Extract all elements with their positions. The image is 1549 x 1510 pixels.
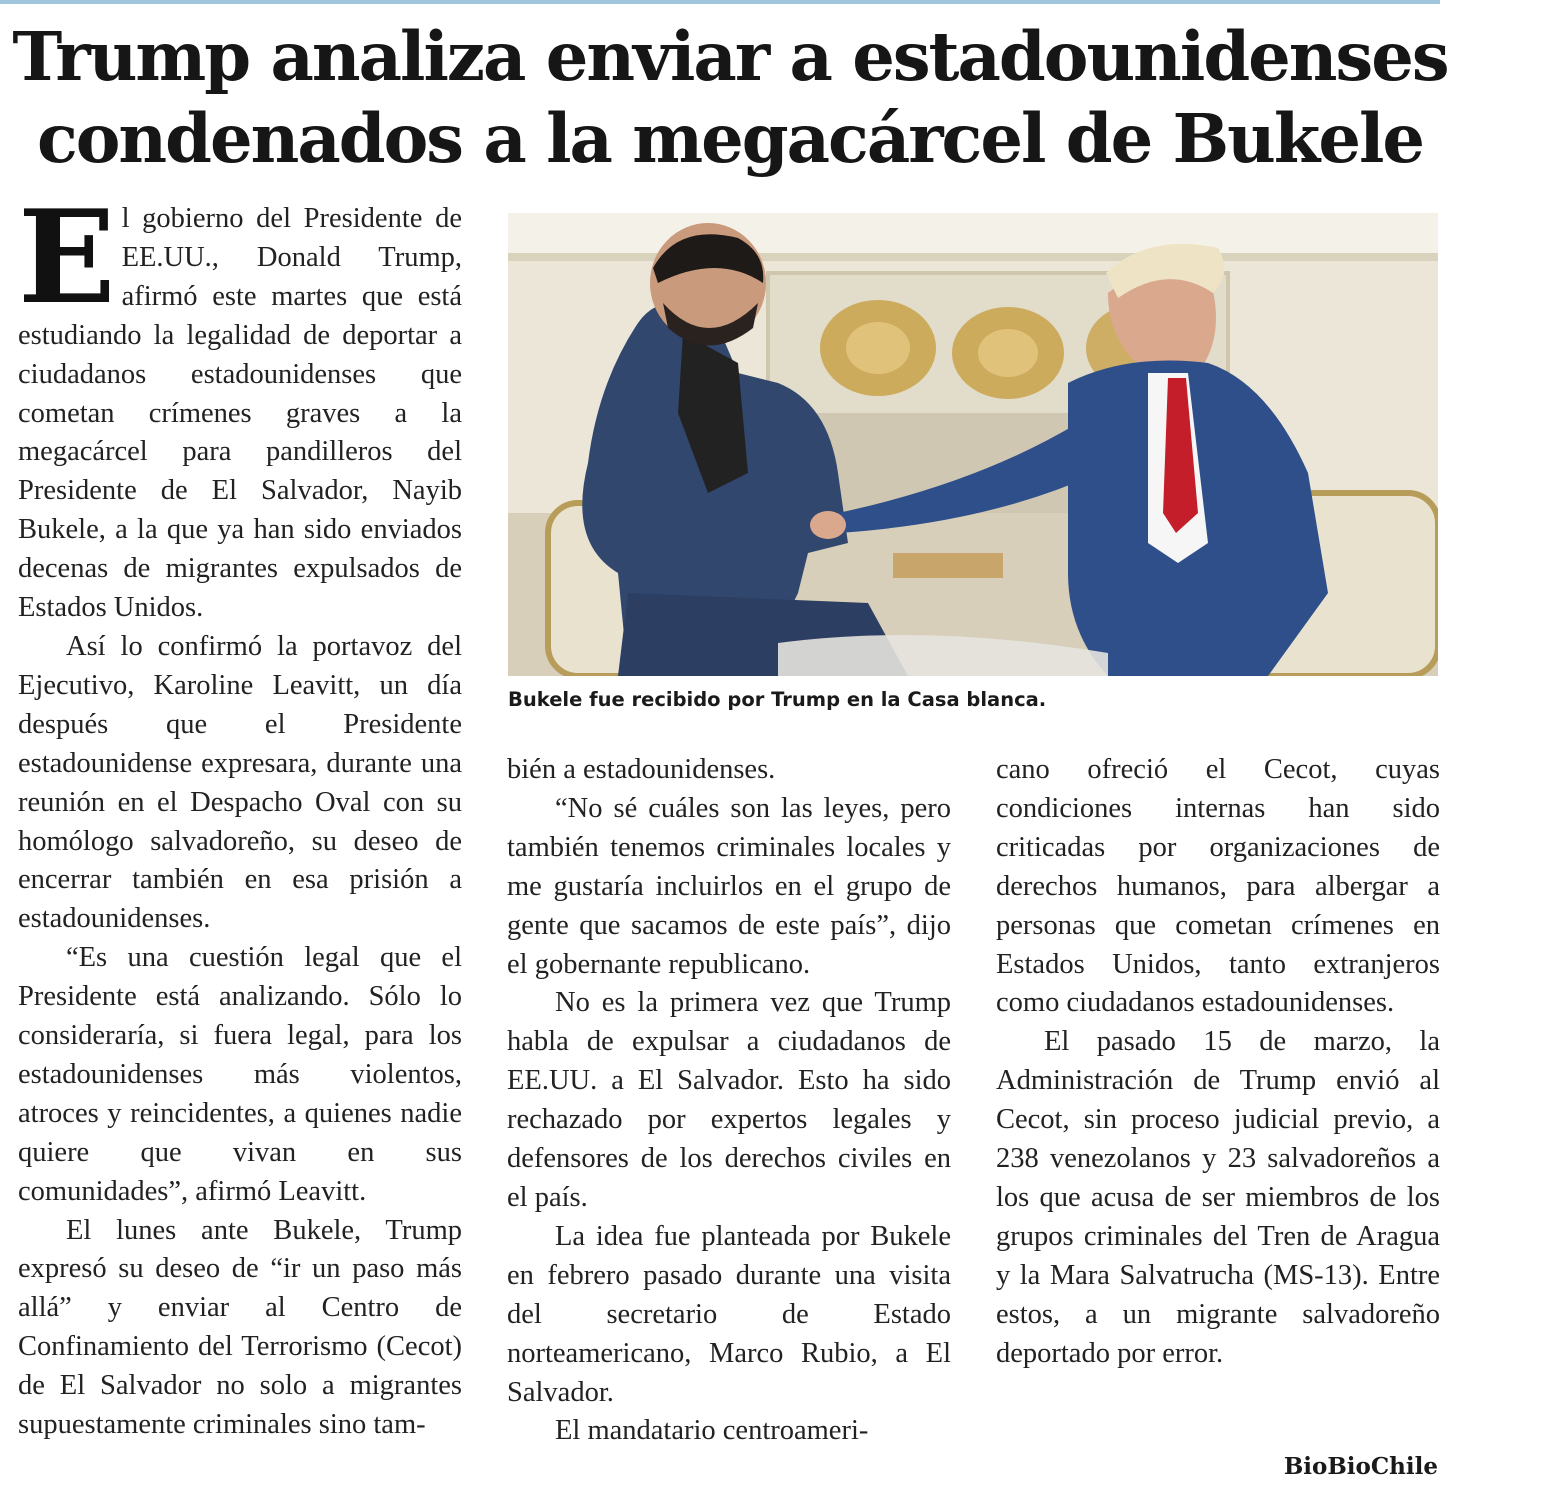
paragraph-8-start: El mandatario centroameri- bbox=[555, 1415, 869, 1447]
photo-illustration bbox=[508, 213, 1438, 676]
paragraph-4-start: El lunes ante Bukele, Trump expresó su deseo de “ir un paso más allá” y enviar al Centro de Confinamiento del Terrorismo (Cecot) de El Salvador no solo a migrantes supuestamente criminales sino tam- bbox=[18, 1214, 462, 1441]
top-rule bbox=[0, 0, 1440, 4]
column-2 bbox=[507, 751, 951, 1451]
article-photo bbox=[508, 213, 1438, 676]
paragraph-5: “No sé cuáles son las leyes, pero también tenemos criminales locales y me gustaría incluirlos en el grupo de gente que sacamos de este país”, dijo el gobernante republicano. bbox=[507, 792, 951, 980]
paragraph-8-end: cano ofreció el Cecot, cuyas condiciones internas han sido criticadas por organizaciones de derechos humanos, para albergar a personas que cometan crímenes en Estados Unidos, tanto extranjeros como ciudadanos estadounidenses. bbox=[996, 754, 1440, 1019]
paragraph-9: El pasado 15 de marzo, la Administración de Trump envió al Cecot, sin proceso judicial previo, a 238 venezolanos y 23 salvadoreños a los que acusa de ser miembros de los grupos criminales del Tren de Aragua y la Mara Salvatrucha (MS-13). Entre estos, a un migrante salvadoreño deportado por error. bbox=[996, 1026, 1440, 1369]
paragraph-4-end: bién a estadounidenses. bbox=[507, 754, 776, 785]
column-3 bbox=[996, 751, 1440, 1374]
paragraph-7: La idea fue planteada por Bukele en febrero pasado durante una visita del secretario de Estado norteamericano, Marco Rubio, a El Salvador. bbox=[507, 1220, 951, 1408]
drop-cap: E bbox=[18, 183, 116, 333]
paragraph-3: “Es una cuestión legal que el Presidente está analizando. Sólo lo consideraría, si fuera legal, para los estadounidenses más violentos, atroces y reincidentes, a quienes nadie quiere que vivan en sus comunidades”, afirmó Leavitt. bbox=[18, 942, 462, 1207]
headline: Trump analiza enviar a estadounidenses condenados a la megacárcel de Bukele bbox=[12, 17, 1448, 178]
paragraph-2: Así lo confirmó la portavoz del Ejecutivo, Karoline Leavitt, un día después que el Presidente estadounidense expresara, durante una reunión en el Despacho Oval con su homólogo salvadoreño, su deseo de encerrar también en esa prisión a estadounidenses. bbox=[18, 630, 462, 935]
paragraph-6: No es la primera vez que Trump habla de expulsar a ciudadanos de EE.UU. a El Salvador. Esto ha sido rechazado por expertos legales y defensores de los derechos civiles en el país. bbox=[507, 987, 951, 1213]
lead-paragraph bbox=[18, 183, 462, 628]
lead-text: l gobierno del Presidente de EE.UU., Donald Trump, afirmó este martes que está estudiando la legalidad de deportar a ciudadanos estadounidenses que cometan crímenes graves a la megacárcel para pandilleros del Presidente de El Salvador, Nayib Bukele, a la que ya han sido enviados decenas de migrantes expulsados de Estados Unidos. bbox=[18, 203, 462, 624]
photo-caption: Bukele fue recibido por Trump en la Casa blanca. bbox=[508, 688, 1047, 711]
source-credit: BioBioChile bbox=[1283, 1453, 1438, 1480]
column-1 bbox=[18, 183, 462, 1445]
